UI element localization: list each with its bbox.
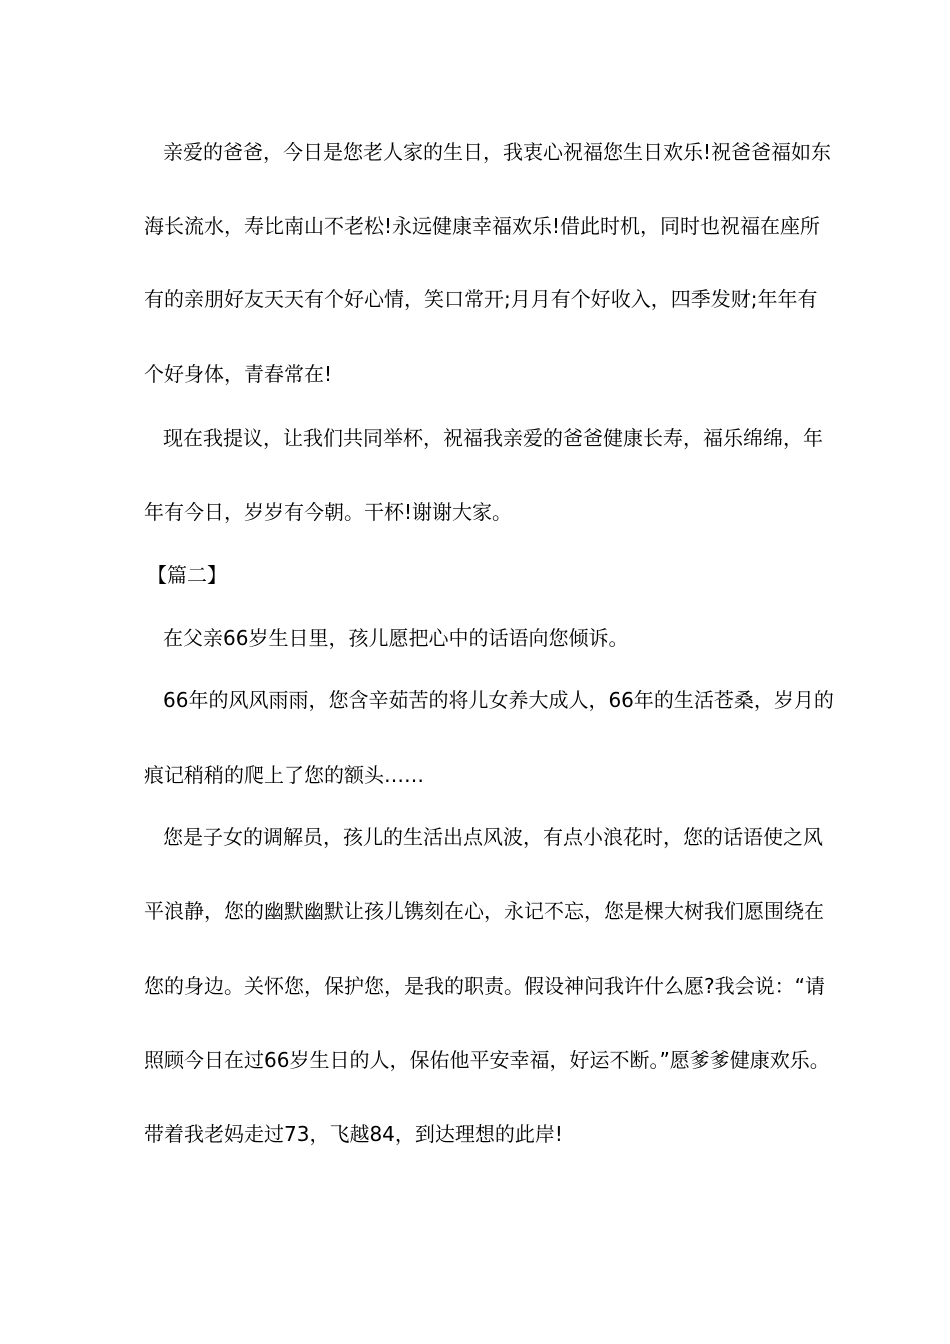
paragraph-1-line-2: 海长流水，寿比南山不老松!永远健康幸福欢乐!借此时机，同时也祝福在座所	[144, 214, 821, 238]
paragraph-5-line-3: 您的身边。关怀您，保护您，是我的职责。假设神问我许什么愿?我会说：“请	[144, 974, 825, 998]
section-heading: 【篇二】	[147, 563, 227, 587]
paragraph-2-line-2: 年有今日，岁岁有今朝。干杯!谢谢大家。	[144, 500, 513, 524]
paragraph-4-line-1: 66年的风风雨雨，您含辛茹苦的将儿女养大成人，66年的生活苍桑，岁月的	[163, 688, 834, 712]
paragraph-1-line-4: 个好身体，青春常在!	[144, 362, 333, 386]
paragraph-5-line-5: 带着我老妈走过73，飞越84，到达理想的此岸!	[144, 1122, 563, 1146]
paragraph-4-line-2: 痕记稍稍的爬上了您的额头……	[144, 763, 424, 787]
paragraph-1-line-3: 有的亲朋好友天天有个好心情，笑口常开;月月有个好收入，四季发财;年年有	[144, 287, 818, 311]
paragraph-2-line-1: 现在我提议，让我们共同举杯，祝福我亲爱的爸爸健康长寿，福乐绵绵，年	[163, 426, 823, 450]
paragraph-5-line-1: 您是子女的调解员，孩儿的生活出点风波，有点小浪花时，您的话语使之风	[163, 825, 823, 849]
paragraph-5-line-2: 平浪静，您的幽默幽默让孩儿镌刻在心，永记不忘，您是棵大树我们愿围绕在	[144, 899, 824, 923]
paragraph-5-line-4: 照顾今日在过66岁生日的人，保佑他平安幸福，好运不断。”愿爹爹健康欢乐。	[144, 1048, 830, 1072]
paragraph-3-line-1: 在父亲66岁生日里，孩儿愿把心中的话语向您倾诉。	[163, 626, 629, 650]
paragraph-1-line-1: 亲爱的爸爸，今日是您老人家的生日，我衷心祝福您生日欢乐!祝爸爸福如东	[163, 140, 832, 164]
